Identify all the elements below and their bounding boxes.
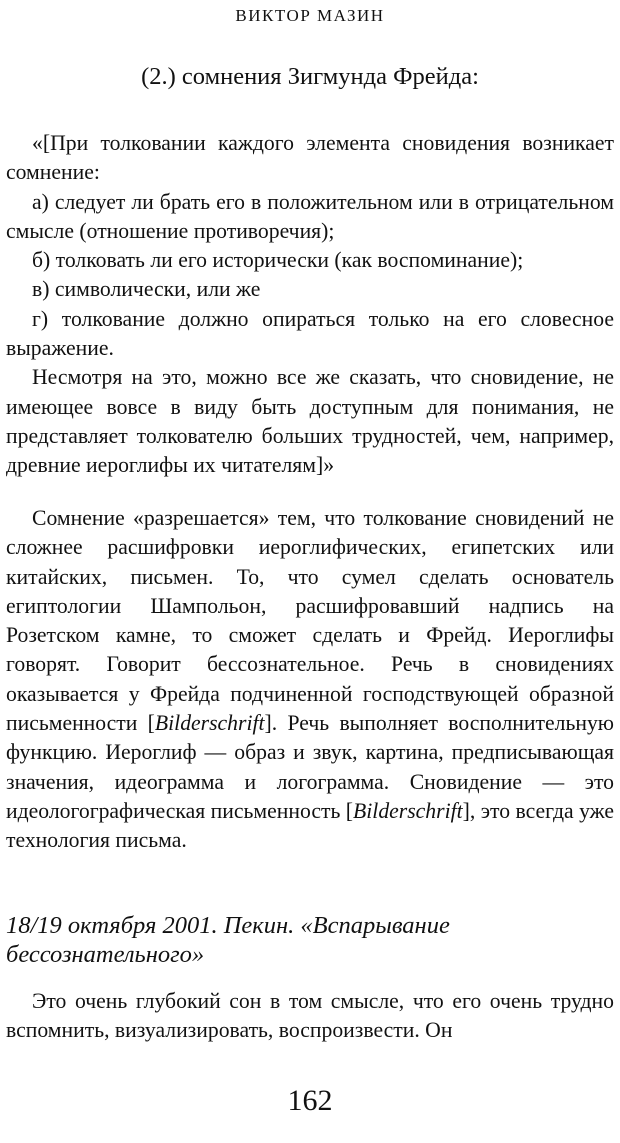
quote-paragraph: Несмотря на это, можно все же сказать, что сновидение, не имеющее вовсе в виду быть доступным для понимания, не представляет толкователю больших трудностей, чем, например, древние иероглифы их читателям]» [6, 365, 614, 478]
body-text [6, 504, 614, 856]
body-text-part: ]. Речь выполняет восполнительную функцию. Иероглиф — образ и звук, картина, предписывающая значения, идеограмма и логограмма. Сновидение — это идеологографическая письменность [ [6, 711, 614, 823]
diary-entry-text [6, 987, 614, 1046]
term-bilderschrift: Bilderschrift [353, 798, 463, 823]
body-paragraph [6, 504, 614, 856]
freud-quote [6, 129, 614, 481]
running-head: ВИКТОР МАЗИН [235, 6, 385, 25]
page-number: 162 [287, 1084, 333, 1117]
quote-paragraph: б) толковать ли его исторически (как воспоминание); [32, 248, 524, 273]
quote-paragraph: г) толкование должно опираться только на его словесное выражение. [6, 306, 614, 361]
quote-paragraph: «[При толковании каждого элемента сновидения возникает сомнение: [6, 131, 614, 185]
body-text-part: ], это всегда уже технология письма. [6, 798, 614, 853]
diary-entry-heading: 18/19 октября 2001. Пекин. «Вспарывание бессознательного» [6, 912, 450, 968]
entry-paragraph: Это очень глубокий сон в том смысле, что его очень трудно вспомнить, визуализировать, воспроизвести. Он [6, 989, 614, 1043]
body-text-part: Сомнение «разрешается» тем, что толкование сновидений не сложнее расшифровки иероглифических, египетских или китайских, письмен. То, что сумел сделать основатель египтологии Шампольон, расшифровавший надпись на Розетском камне, то сможет сделать и Фрейд. Иероглифы говорят. Говорит бессознательное. Речь в сновидениях оказывается у Фрейда подчиненной господствующей образной письменности [ [6, 506, 614, 736]
quote-paragraph: а) следует ли брать его в положительном или в отрицательном смысле (отношение противоречия); [6, 189, 614, 243]
quote-paragraph: в) символически, или же [32, 277, 261, 302]
section-heading: (2.) сомнения Зигмунда Фрейда: [141, 63, 479, 90]
term-bilderschrift: Bilderschrift [154, 711, 265, 736]
